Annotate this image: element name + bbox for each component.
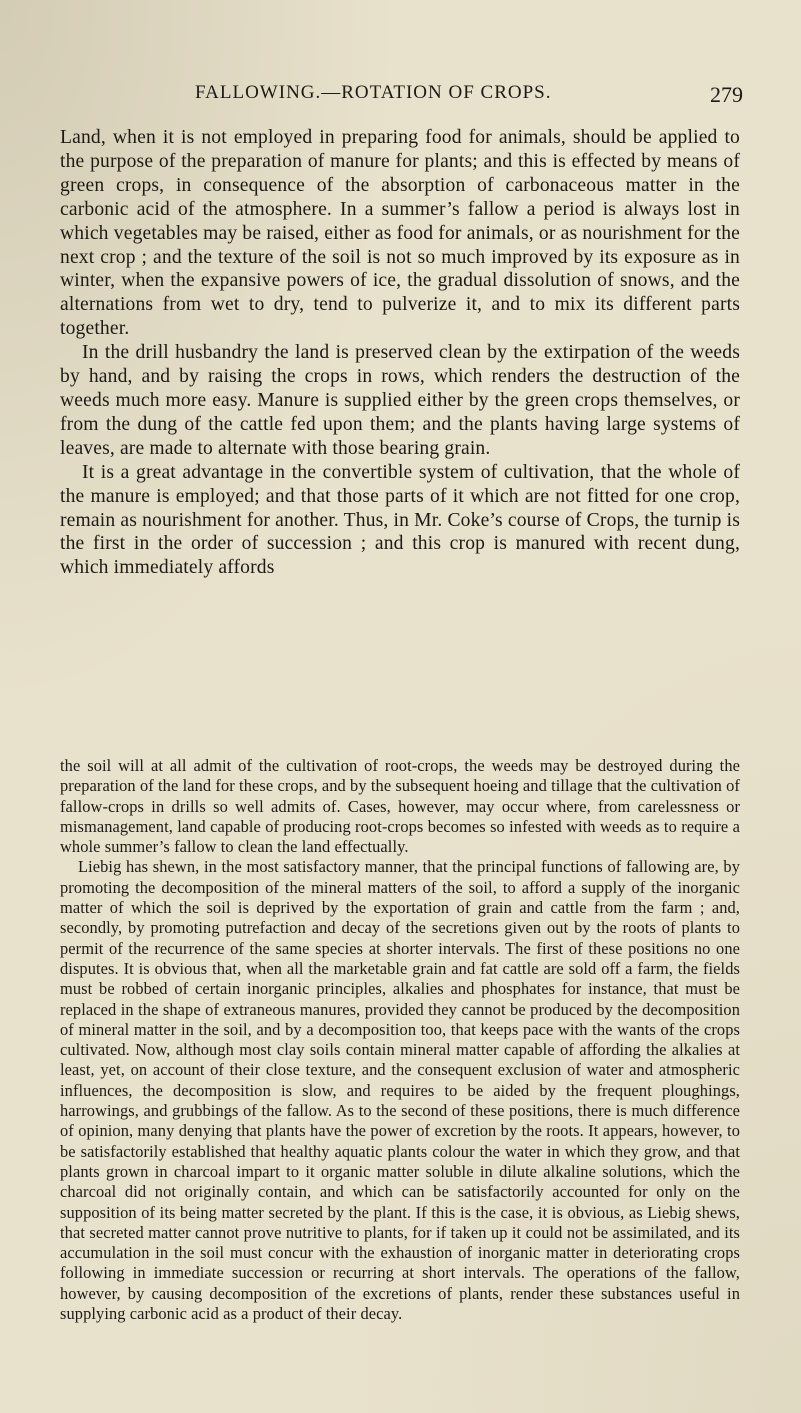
footnote-text	[60, 756, 740, 1324]
paragraph-drill-husbandry: In the drill husbandry the land is preserved clean by the extirpation of the weeds by hand, and by raising the crops in rows, which renders the destruction of the weeds much more easy. Manure is supplied either by the green crops themselves, or from the dung of the cattle fed upon them; and the plants having large systems of leaves, are made to alternate with those bearing grain.	[60, 342, 740, 459]
paragraph-liebig: Liebig has shewn, in the most satisfactory manner, that the principal functions of fallowing are, by promoting the decomposition of the mineral matters of the soil, to afford a supply of the inorganic matter of which the soil is deprived by the exportation of grain and cattle from the farm ; and, secondly, by promoting putrefaction and decay of the secretions given out by the roots of plants to permit of the recurrence of the same species at shorter intervals. The first of these positions no one disputes. It is obvious that, when all the marketable grain and fat cattle are sold off a farm, the fields must be robbed of certain inorganic principles, alkalies and phosphates for instance, that must be replaced in the shape of extraneous manures, provided they cannot be produced by the decomposition of mineral matter in the soil, and by a decomposition too, that keeps pace with the wants of the crops cultivated. Now, although most clay soils contain mineral matter capable of affording the alkalies at least, yet, on account of their close texture, and the consequent exclusion of water and atmospheric influences, the decomposition is slow, and requires to be aided by the frequent ploughings, harrowings, and grubbings of the fallow. As to the second of these positions, there is much difference of opinion, many denying that plants have the power of excretion by the roots. It appears, however, to be satisfactorily established that healthy aquatic plants colour the water in which they grow, and that plants grown in charcoal impart to it organic matter soluble in dilute alkaline solutions, which the charcoal did not originally contain, and which can be satisfactorily accounted for only on the supposition of its being matter secreted by the plant. If this is the case, it is obvious, as Liebig shews, that secreted matter cannot prove nutritive to plants, for if taken up it could not be assimilated, and its accumulation in the soil must concur with the exhaustion of inorganic matter in deteriorating crops following in immediate succession or recurring at short intervals. The operations of the fallow, however, by causing decomposition of the excretions of plants, render these substances useful in supplying carbonic acid as a product of their decay.	[60, 857, 740, 1324]
page-number: 279	[710, 82, 743, 107]
page-header	[0, 82, 801, 112]
paragraph-convertible-system: It is a great advantage in the convertible system of cultivation, that the whole of the manure is employed; and that those parts of it which are not fitted for one crop, remain as nourishment for another. Thus, in Mr. Coke’s course of Crops, the turnip is the first in the order of succession ; and this crop is manured with recent dung, which immediately affords	[60, 461, 740, 579]
main-text	[60, 126, 740, 580]
paragraph-root-crops: the soil will at all admit of the cultivation of root-crops, the weeds may be destroyed during the preparation of the land for these crops, and by the subsequent hoeing and tillage that the cultivation of fallow-crops in drills so well admits of. Cases, however, may occur where, from carelessness or mismanagement, land capable of producing root-crops becomes so infested with weeds as to require a whole summer’s fallow to clean the land effectually.	[60, 756, 740, 857]
paragraph-land-manure: Land, when it is not employed in preparing food for animals, should be applied to the purpose of the preparation of manure for plants; and this is effected by means of green crops, in consequence of the absorption of carbonaceous matter in the carbonic acid of the atmosphere. In a summer’s fallow a period is always lost in which vegetables may be raised, either as food for animals, or as nourishment for the next crop ; and the texture of the soil is not so much improved by its exposure as in winter, when the expansive powers of ice, the gradual dissolution of snows, and the alternations from wet to dry, tend to pulverize it, and to mix its different parts together.	[60, 127, 740, 340]
running-head: FALLOWING.—ROTATION OF CROPS.	[195, 82, 552, 103]
